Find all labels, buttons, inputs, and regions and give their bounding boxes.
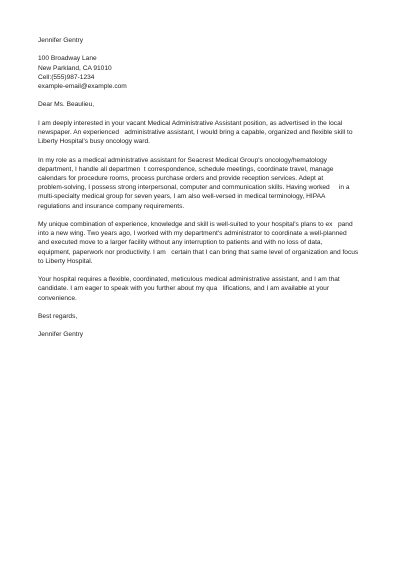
spacer	[38, 321, 368, 330]
paragraph-line: I am deeply interested in your vacant Medical Administrative Assistant position, as advertised in the local	[38, 119, 343, 127]
spacer	[38, 45, 368, 54]
paragraph-line: newspaper. An experienced administrative assistant, I would bring a capable, organized and flexible skill to	[38, 128, 353, 136]
paragraph-line: Your hospital requires a flexible, coordinated, meticulous medical administrative assistant, and I am that	[38, 276, 340, 284]
paragraph-line: multi-specialty medical group for seven years, I am also well-versed in medical terminology, HIPAA	[38, 193, 326, 201]
paragraph-4	[38, 275, 368, 303]
paragraph-3	[38, 220, 368, 266]
salutation: Dear Ms. Beaulieu,	[38, 101, 95, 109]
spacer	[38, 211, 368, 220]
spacer	[38, 110, 368, 119]
paragraph-line: candidate. I am eager to speak with you further about my qua lifications, and I am available at your	[38, 285, 330, 293]
paragraph-line: Liberty Hospital's busy oncology ward.	[38, 138, 150, 146]
sender-address	[38, 54, 368, 91]
paragraph-line: In my role as a medical administrative assistant for Seacrest Medical Group's oncology/hematology	[38, 156, 327, 164]
paragraph-line: to Liberty Hospital.	[38, 257, 93, 265]
address-phone: Cell:(555)987-1234	[38, 73, 95, 81]
spacer	[38, 303, 368, 312]
sender-name: Jennifer Gentry	[38, 37, 84, 44]
paragraph-line: department, I handle all departmen t correspondence, schedule meetings, coordinate travel, manage	[38, 165, 334, 173]
spacer	[38, 146, 368, 155]
spacer	[38, 91, 368, 100]
paragraph-line: and executed move to a larger facility without any interruption to patients and with no loss of data,	[38, 239, 323, 247]
address-email: example-email@example.com	[38, 83, 127, 90]
paragraph-line: My unique combination of experience, knowledge and skill is well-suited to your hospital's plans to ex pand	[38, 220, 353, 228]
paragraph-line: calendars for procedure rooms, process purchase orders and provide reception services. Adept at	[38, 174, 324, 182]
letter-page	[38, 36, 368, 340]
signature-name: Jennifer Gentry	[38, 331, 84, 339]
paragraph-1	[38, 119, 368, 147]
paragraph-line: regulations and insurance company requirements.	[38, 202, 185, 210]
address-street: 100 Broadway Lane	[38, 55, 97, 63]
paragraph-line: into a new wing. Two years ago, I worked with my department's administrator to coordinate a well-planned	[38, 230, 347, 238]
paragraph-2	[38, 156, 368, 211]
paragraph-line: equipment, paperwork nor productivity. I am certain that I can bring that same level of organization and focus	[38, 248, 359, 256]
paragraph-line: convenience.	[38, 294, 77, 302]
closing: Best regards,	[38, 312, 78, 320]
paragraph-line: problem-solving, I possess strong interpersonal, computer and communication skills. Having worked in a	[38, 184, 350, 192]
spacer	[38, 266, 368, 275]
address-city: New Parkland, CA 91010	[38, 64, 112, 72]
